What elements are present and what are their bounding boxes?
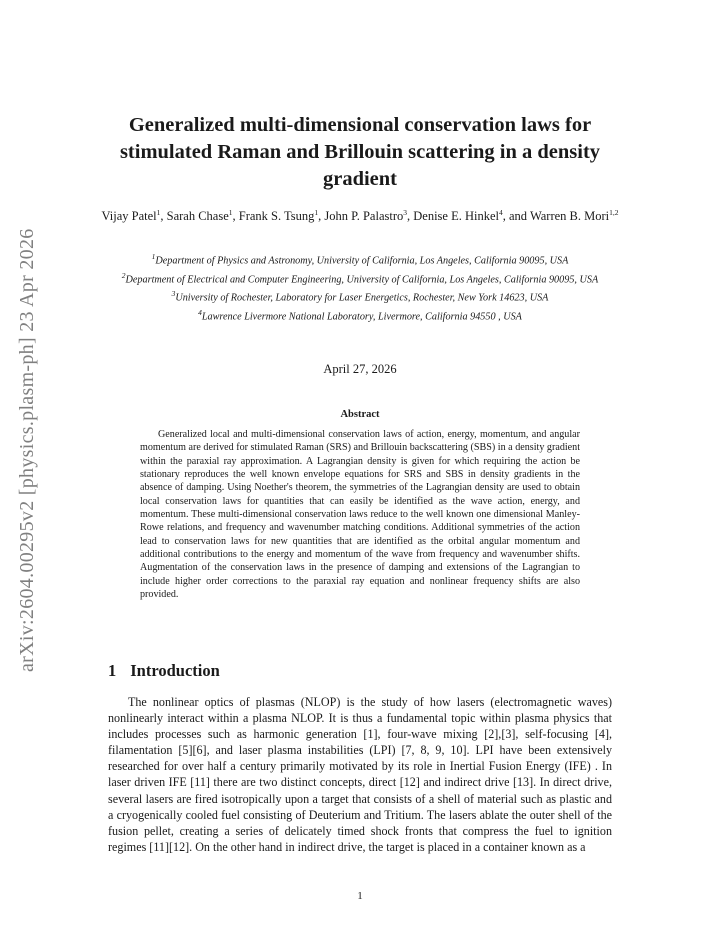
author-list [100, 205, 620, 224]
affiliation: $^4$Lawrence Livermore National Laboratory, Livermore, California 94550 , USA [198, 308, 522, 323]
author: Warren B. Mori$^{1,2}$ [529, 208, 619, 224]
author: Denise E. Hinkel$^4$, and [413, 208, 530, 224]
affiliation-list [105, 250, 615, 325]
affiliation: $^1$Department of Physics and Astronomy, University of California, Los Angeles, California 90095, USA [151, 252, 569, 267]
section-number: 1 [108, 661, 117, 680]
author: Vijay Patel$^1$, [101, 208, 167, 224]
page-number: 1 [357, 890, 363, 902]
author: Sarah Chase$^1$, [166, 208, 239, 224]
author: Frank S. Tsung$^1$, [238, 208, 325, 224]
paper-date: April 27, 2026 [323, 362, 397, 376]
paper-title: Generalized multi-dimensional conservation laws for stimulated Raman and Brillouin scattering in a density gradient [119, 114, 601, 190]
introduction-paragraph: The nonlinear optics of plasmas (NLOP) is the study of how lasers (electromagnetic waves) nonlinearly interact within a plasma NLOP. It is thus a fundamental topic within plasma physics that includes processes such as harmonic generation [1], four-wave mixing [2],[3], self-focusing [4], filamentation [5][6], and laser plasma instabilities (LPI) [7, 8, 9, 10]. LPI have been extensively researched for over half a century primarily motivated by its role in Inertial Fusion Energy (IFE) . In laser driven IFE [11] there are two distinct concepts, direct [12] and indirect drive [13]. In direct drive, several lasers are fired isotropically upon a target that consists of a shell of material such as plastic and a cryogenically cooled fuel consisting of Deuterium and Tritium. The lasers ablate the outer shell of the fusion pellet, creating a series of delicately timed shock fronts that compress the fuel to ignition regimes [11][12]. On the other hand in indirect drive, the target is placed in a container known as a [108, 695, 612, 854]
affiliation: $^2$Department of Electrical and Computer Engineering, University of California, Los Angeles, California 90095, USA [121, 270, 599, 286]
abstract-heading: Abstract [340, 409, 380, 420]
abstract-text: Generalized local and multi-dimensional conservation laws of action, energy, momentum, and angular momentum are derived for stimulated Raman (SRS) and Brillouin backscattering (SBS) in a density gradient within the paraxial ray approximation. A Lagrangian density is given for which requiring the action be stationary reproduces the well known envelope equations for SRS and SBS in density gradients in the absence of damping. Using Noether's theorem, the symmetries of the Lagrangian density are used to obtain local conservation laws for quantities that can easily be identified as the wave action, energy, and momentum. These multi-dimensional conservation laws reduce to the well known one dimensional Manley-Rowe relations, and frequency and wavenumber matching conditions. Additional symmetries of the action lead to conservation laws for new quantities that are identified as the orbital angular momentum and additional contributions to the energy and momentum of the wave from frequency and wavenumber shifts. Augmentation of the conservation laws in the presence of damping and extensions of the Lagrangian to include higher order corrections to the paraxial ray equation and nonlinear frequency shifts are also provided. [140, 429, 580, 601]
section-title: Introduction [130, 661, 220, 680]
author: John P. Palastro$^3$, [324, 208, 414, 224]
affiliation: $^3$University of Rochester, Laboratory for Laser Energetics, Rochester, New York 14623, USA [171, 289, 549, 304]
section-heading [108, 661, 220, 681]
arxiv-identifier: arXiv:2604.00295v2 [physics.plasm-ph] 23 Apr 2026 [16, 228, 38, 672]
